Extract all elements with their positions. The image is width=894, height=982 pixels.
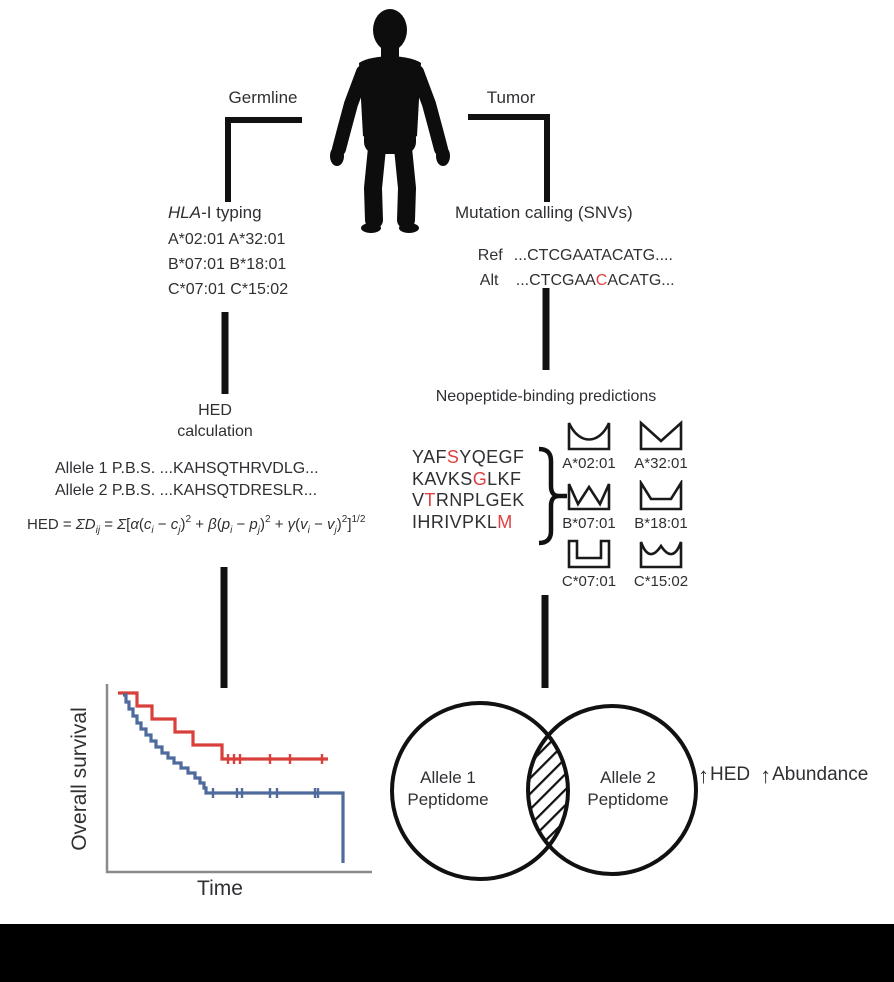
formula-segment: i bbox=[307, 525, 310, 536]
formula-segment: j bbox=[257, 525, 260, 536]
formula-segment: 2 bbox=[265, 514, 271, 525]
formula-segment: p bbox=[249, 516, 258, 533]
zigzag-w-groove-icon bbox=[566, 480, 612, 512]
formula-segment: j bbox=[178, 525, 181, 536]
formula-segment: − bbox=[309, 516, 328, 533]
formula-segment: + bbox=[270, 516, 288, 533]
red-curve-high-survival bbox=[118, 693, 328, 759]
up-arrow-icon: ↑ bbox=[698, 762, 709, 788]
formula-segment: = bbox=[100, 516, 118, 533]
binding-groove-cell bbox=[628, 538, 694, 590]
formula-segment: 2 bbox=[341, 514, 348, 525]
groove-allele-label: B*07:01 bbox=[562, 515, 616, 532]
survival-x-axis-label: Time bbox=[197, 877, 243, 900]
formula-segment: i bbox=[151, 525, 154, 536]
groove-allele-label: B*18:01 bbox=[634, 515, 688, 532]
flat-trough-groove-icon bbox=[638, 480, 684, 512]
binding-groove-cell bbox=[556, 538, 622, 590]
formula-segment: 1/2 bbox=[351, 514, 366, 525]
hla-typing-title bbox=[168, 203, 262, 223]
formula-segment: − bbox=[153, 516, 171, 533]
binding-groove-cell bbox=[628, 480, 694, 532]
alt-sequence-post: ACATG... bbox=[607, 272, 675, 289]
formula-segment: c bbox=[143, 516, 152, 533]
bottom-caption-bar bbox=[0, 924, 894, 982]
formula-segment: ) bbox=[260, 516, 265, 533]
germline-bracket-line bbox=[228, 120, 302, 202]
neopeptide-predictions-title: Neopeptide-binding predictions bbox=[435, 388, 657, 405]
mutated-residue: S bbox=[446, 447, 460, 467]
formula-segment: D bbox=[84, 516, 96, 533]
formula-segment: Σ bbox=[117, 516, 127, 533]
survival-y-axis-label: Overall survival bbox=[68, 707, 91, 851]
tumor-label: Tumor bbox=[486, 88, 536, 107]
peptide-sequence: VTRNPLGEK bbox=[412, 490, 525, 510]
hla-allele-row-a: A*02:01 A*32:01 bbox=[168, 231, 286, 248]
groove-allele-label: A*32:01 bbox=[634, 455, 688, 472]
mutated-residue: M bbox=[497, 511, 513, 532]
formula-segment: j bbox=[334, 525, 337, 536]
formula-segment: i bbox=[230, 525, 233, 536]
formula-segment: Σ bbox=[75, 516, 85, 533]
formula-segment: v bbox=[327, 516, 335, 533]
hla-gene-name: HLA bbox=[168, 203, 202, 222]
groove-allele-label: A*02:01 bbox=[562, 455, 616, 472]
human-silhouette-icon bbox=[330, 9, 450, 233]
venn-allele1-line1: Allele 1 bbox=[420, 768, 476, 787]
formula-segment: γ bbox=[287, 516, 296, 533]
venn-allele2-line2: Peptidome bbox=[587, 790, 669, 809]
alt-snv-letter: C bbox=[595, 272, 608, 289]
formula-segment: β bbox=[208, 516, 217, 533]
formula-segment: p bbox=[221, 516, 231, 533]
ref-label: Ref bbox=[477, 247, 503, 264]
formula-segment: v bbox=[300, 516, 308, 533]
hed-calculation-title bbox=[155, 400, 275, 442]
allele2-pbs-line: Allele 2 P.B.S. ...KAHSQTDRESLR... bbox=[55, 482, 318, 499]
formula-segment: 2 bbox=[185, 514, 192, 525]
alt-sequence-pre: ...CTCGAA bbox=[515, 272, 596, 289]
v-notch-groove-icon bbox=[638, 420, 684, 452]
venn-allele1-label bbox=[392, 767, 504, 811]
shallow-bowl-groove-icon bbox=[566, 420, 612, 452]
formula-segment: ij bbox=[95, 525, 101, 536]
peptide-sequence: YAFSYQEGF bbox=[412, 447, 525, 467]
double-wave-groove-icon bbox=[638, 538, 684, 570]
formula-segment: HED = bbox=[27, 516, 76, 533]
alt-sequence-row bbox=[462, 254, 675, 308]
formula-segment: + bbox=[191, 516, 209, 533]
formula-segment: − bbox=[232, 516, 250, 533]
hla-typing-title-rest: -I typing bbox=[201, 203, 262, 222]
mutation-calling-title: Mutation calling (SNVs) bbox=[455, 203, 633, 222]
formula-segment: ( bbox=[138, 516, 144, 533]
formula-segment: α bbox=[130, 516, 139, 533]
survival-plot-axes bbox=[107, 684, 372, 872]
peptide-sequence: KAVKSGLKF bbox=[412, 468, 522, 489]
up-arrow-icon: ↑ bbox=[760, 762, 772, 788]
hla-allele-row-c: C*07:01 C*15:02 bbox=[168, 281, 289, 298]
venn-allele2-label bbox=[572, 767, 684, 811]
venn-allele1-line2: Peptidome bbox=[407, 790, 489, 809]
groove-allele-label: C*07:01 bbox=[561, 573, 617, 590]
formula-segment: ) bbox=[180, 516, 186, 533]
ref-sequence: ...CTCGAATACATG.... bbox=[513, 247, 673, 264]
formula-segment: ( bbox=[216, 516, 222, 533]
formula-segment: ] bbox=[347, 516, 352, 533]
binding-groove-cell bbox=[628, 420, 694, 472]
hed-title-line1: HED bbox=[198, 402, 232, 419]
germline-label: Germline bbox=[228, 88, 298, 107]
tumor-bracket-line bbox=[468, 117, 547, 202]
neopeptide-list bbox=[412, 447, 525, 533]
formula-segment: c bbox=[170, 516, 179, 533]
hed-abundance-annotation bbox=[698, 764, 868, 786]
formula-segment: [ bbox=[126, 516, 131, 533]
survival-curves bbox=[118, 693, 343, 863]
alt-label: Alt bbox=[479, 272, 499, 289]
allele1-pbs-line: Allele 1 P.B.S. ...KAHSQTHRVDLG... bbox=[55, 460, 319, 477]
binding-groove-cell bbox=[556, 480, 622, 532]
hed-annotation-label: HED bbox=[710, 764, 751, 785]
peptide-sequence: IHRIVPKLM bbox=[412, 511, 513, 532]
formula-segment: ) bbox=[336, 516, 342, 533]
hed-formula bbox=[27, 514, 365, 536]
mutated-residue: G bbox=[472, 468, 488, 489]
mutated-residue: T bbox=[424, 490, 436, 510]
binding-groove-cell bbox=[556, 420, 622, 472]
groove-allele-label: C*15:02 bbox=[633, 573, 689, 590]
square-trough-groove-icon bbox=[566, 538, 612, 570]
formula-segment: ( bbox=[295, 516, 301, 533]
hed-title-line2: calculation bbox=[177, 423, 253, 440]
venn-allele2-line1: Allele 2 bbox=[600, 768, 656, 787]
hla-allele-row-b: B*07:01 B*18:01 bbox=[168, 256, 287, 273]
abundance-annotation-label: Abundance bbox=[772, 764, 869, 785]
